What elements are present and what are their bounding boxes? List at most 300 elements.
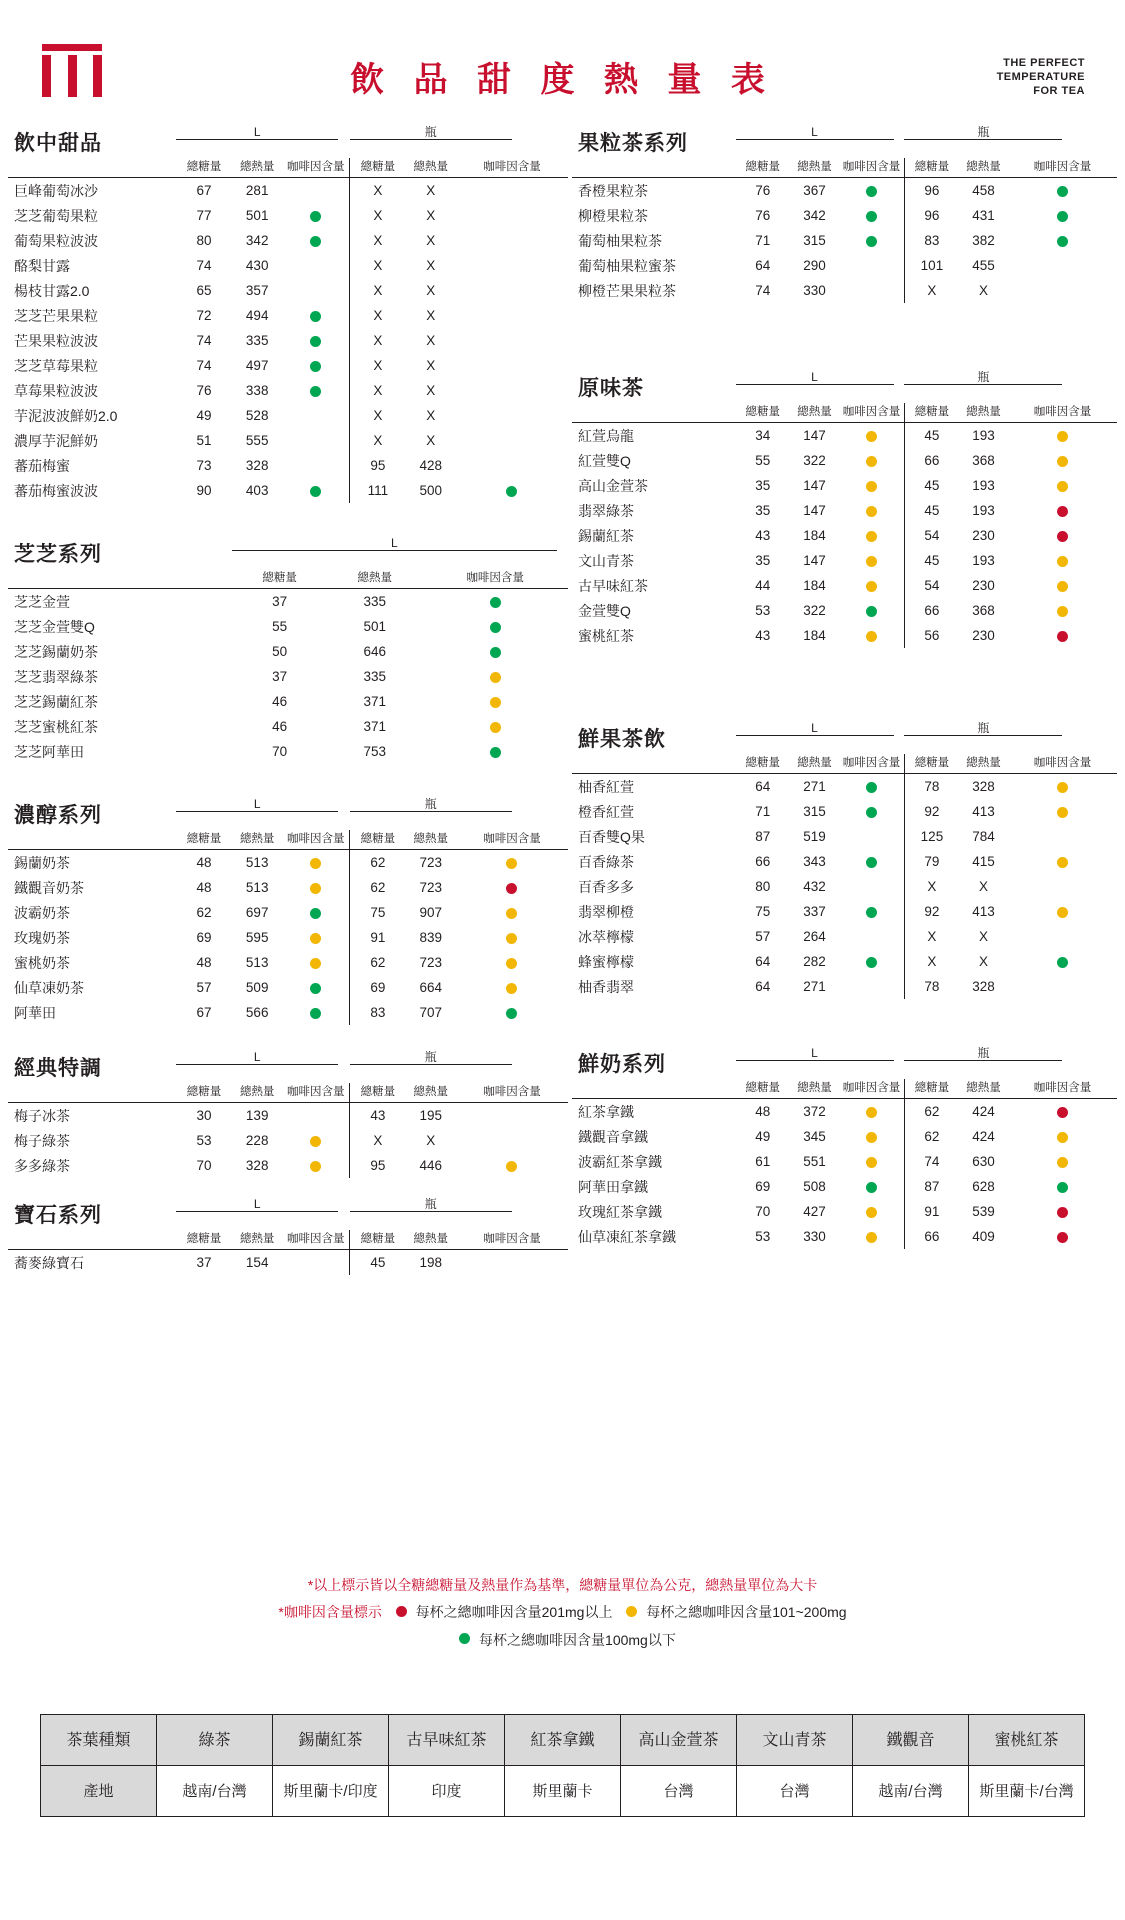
l-sugar: 53 bbox=[755, 1229, 771, 1244]
item-name: 翡翠綠茶 bbox=[578, 502, 634, 519]
section-table bbox=[572, 158, 1117, 303]
bottle-calorie: 415 bbox=[972, 854, 995, 869]
l-sugar: 53 bbox=[196, 1133, 212, 1148]
bottle-sugar: 62 bbox=[904, 1099, 959, 1125]
table-row bbox=[8, 1250, 568, 1276]
l-sugar: 35 bbox=[755, 503, 771, 518]
table-row bbox=[572, 974, 1117, 999]
section-header: 鮮果茶飲 L 瓶 bbox=[572, 714, 1117, 754]
table-row bbox=[8, 900, 568, 925]
table-row bbox=[572, 278, 1117, 303]
bottle-calorie: X bbox=[426, 183, 436, 198]
caffeine-level-dot-icon bbox=[1057, 556, 1068, 567]
bottle-calorie: X bbox=[978, 879, 988, 894]
item-name: 蕃茄梅蜜波波 bbox=[14, 482, 98, 499]
l-caffeine bbox=[839, 178, 904, 204]
table-row bbox=[572, 849, 1117, 874]
bottle-sugar: X bbox=[350, 1128, 406, 1153]
bottle-caffeine bbox=[456, 1103, 568, 1129]
item-name: 葡萄柚果粒茶 bbox=[578, 232, 662, 249]
item-name: 玫瑰紅茶拿鐵 bbox=[578, 1203, 662, 1220]
table-row bbox=[8, 689, 568, 714]
table-row bbox=[572, 774, 1117, 800]
bottle-calorie: 500 bbox=[419, 483, 443, 498]
section-fresh-fruit-tea bbox=[572, 714, 1117, 999]
table-row bbox=[8, 875, 568, 900]
bottle-sugar: 91 bbox=[904, 1199, 959, 1224]
l-sugar: 53 bbox=[755, 603, 771, 618]
caffeine-level-dot-icon bbox=[866, 556, 877, 567]
bottle-caffeine bbox=[456, 478, 568, 503]
section-header: 飲中甜品 L 瓶 bbox=[8, 118, 568, 158]
bottle-caffeine bbox=[1008, 1099, 1117, 1125]
legend-red-dot-icon bbox=[396, 1606, 407, 1617]
bottle-calorie: 428 bbox=[419, 458, 443, 473]
bottle-sugar: X bbox=[904, 924, 959, 949]
l-caffeine bbox=[422, 589, 568, 615]
bottle-caffeine bbox=[1008, 278, 1117, 303]
table-row bbox=[8, 228, 568, 253]
table-row bbox=[8, 328, 568, 353]
bottle-caffeine bbox=[456, 178, 568, 204]
table-row bbox=[8, 850, 568, 876]
caffeine-level-dot-icon bbox=[1057, 1182, 1068, 1193]
table-row bbox=[8, 278, 568, 303]
bottle-sugar: 101 bbox=[904, 253, 959, 278]
caffeine-level-dot-icon bbox=[310, 958, 321, 969]
table-row bbox=[8, 1153, 568, 1178]
origin-cell: 斯里蘭卡/印度 bbox=[273, 1766, 389, 1817]
caffeine-level-dot-icon bbox=[866, 431, 877, 442]
l-sugar: 46 bbox=[272, 719, 288, 734]
bottle-calorie: 198 bbox=[419, 1255, 443, 1270]
right-column bbox=[572, 118, 1117, 1255]
l-sugar: 69 bbox=[755, 1179, 771, 1194]
item-name: 芝芝葡萄果粒 bbox=[14, 207, 98, 224]
section-table bbox=[572, 1079, 1117, 1249]
table-row bbox=[572, 1149, 1117, 1174]
bottle-caffeine bbox=[1008, 1224, 1117, 1249]
l-caffeine bbox=[282, 428, 349, 453]
bottle-calorie: 539 bbox=[972, 1204, 995, 1219]
table-row bbox=[8, 739, 568, 764]
l-caffeine bbox=[282, 975, 349, 1000]
origin-cell: 台灣 bbox=[737, 1766, 853, 1817]
l-calorie: 335 bbox=[245, 333, 269, 348]
l-calorie: 566 bbox=[245, 1005, 269, 1020]
table-row bbox=[8, 453, 568, 478]
tea-type-cell: 紅茶拿鐵 bbox=[505, 1715, 621, 1766]
table-header-row: 總糖量 總熱量 咖啡因含量 總糖量 總熱量 咖啡因含量 bbox=[572, 158, 1117, 178]
caffeine-level-dot-icon bbox=[866, 581, 877, 592]
bottle-caffeine bbox=[1008, 178, 1117, 204]
l-sugar: 62 bbox=[196, 905, 212, 920]
bottle-caffeine bbox=[456, 428, 568, 453]
bottle-sugar: 79 bbox=[904, 849, 959, 874]
l-calorie: 508 bbox=[803, 1179, 826, 1194]
tea-type-cell: 綠茶 bbox=[157, 1715, 273, 1766]
bottle-calorie: X bbox=[426, 233, 436, 248]
caffeine-level-dot-icon bbox=[866, 1182, 877, 1193]
l-sugar: 90 bbox=[196, 483, 212, 498]
bottle-sugar: 69 bbox=[350, 975, 406, 1000]
table-row bbox=[8, 714, 568, 739]
l-caffeine bbox=[282, 178, 349, 204]
l-caffeine bbox=[839, 598, 904, 623]
l-calorie: 342 bbox=[245, 233, 269, 248]
l-caffeine bbox=[282, 1103, 349, 1129]
table-row bbox=[572, 799, 1117, 824]
l-calorie: 328 bbox=[245, 458, 269, 473]
table-header-row: 總糖量 總熱量 咖啡因含量 總糖量 總熱量 咖啡因含量 bbox=[8, 1230, 568, 1250]
caffeine-level-dot-icon bbox=[490, 697, 501, 708]
item-name: 梅子綠茶 bbox=[14, 1132, 70, 1149]
bottle-sugar: 95 bbox=[350, 453, 406, 478]
table-header-row: 總糖量 總熱量 咖啡因含量 總糖量 總熱量 咖啡因含量 bbox=[572, 403, 1117, 423]
l-calorie: 513 bbox=[245, 880, 269, 895]
l-sugar: 72 bbox=[196, 308, 212, 323]
tea-type-cell: 鐵觀音 bbox=[853, 1715, 969, 1766]
l-calorie: 139 bbox=[245, 1108, 269, 1123]
table-row bbox=[572, 253, 1117, 278]
bottle-sugar: X bbox=[350, 203, 406, 228]
item-name: 仙草凍奶茶 bbox=[14, 979, 84, 996]
bottle-sugar: 54 bbox=[904, 523, 959, 548]
table-row bbox=[572, 228, 1117, 253]
table-row bbox=[8, 664, 568, 689]
bottle-calorie: X bbox=[426, 308, 436, 323]
l-calorie: 528 bbox=[245, 408, 269, 423]
table-row bbox=[8, 639, 568, 664]
caffeine-level-dot-icon bbox=[1057, 481, 1068, 492]
slogan-line-2: TEMPERATURE bbox=[996, 71, 1085, 83]
bottle-caffeine bbox=[456, 203, 568, 228]
l-calorie: 551 bbox=[803, 1154, 826, 1169]
l-sugar: 35 bbox=[755, 478, 771, 493]
item-name: 鐵觀音拿鐵 bbox=[578, 1128, 648, 1145]
bottle-caffeine bbox=[1008, 573, 1117, 598]
l-caffeine bbox=[422, 689, 568, 714]
l-caffeine bbox=[839, 278, 904, 303]
l-calorie: 264 bbox=[803, 929, 826, 944]
item-name: 芝芝阿華田 bbox=[14, 743, 84, 760]
l-calorie: 432 bbox=[803, 879, 826, 894]
l-calorie: 357 bbox=[245, 283, 269, 298]
table-row bbox=[572, 423, 1117, 449]
caffeine-level-dot-icon bbox=[1057, 1132, 1068, 1143]
l-sugar: 37 bbox=[196, 1255, 212, 1270]
bottle-caffeine bbox=[1008, 924, 1117, 949]
section-header: 原味茶 L 瓶 bbox=[572, 363, 1117, 403]
l-calorie: 403 bbox=[245, 483, 269, 498]
note-line-2 bbox=[0, 1598, 1125, 1625]
l-calorie: 509 bbox=[245, 980, 269, 995]
l-calorie: 147 bbox=[803, 553, 826, 568]
origin-cell: 印度 bbox=[389, 1766, 505, 1817]
bottle-sugar: X bbox=[904, 874, 959, 899]
l-caffeine bbox=[839, 253, 904, 278]
section-title: 原味茶 bbox=[578, 377, 644, 400]
caffeine-level-dot-icon bbox=[1057, 211, 1068, 222]
l-sugar: 77 bbox=[196, 208, 212, 223]
bottle-caffeine bbox=[456, 975, 568, 1000]
table-row bbox=[572, 598, 1117, 623]
bottle-sugar: 96 bbox=[904, 178, 959, 204]
l-calorie: 330 bbox=[803, 1229, 826, 1244]
l-caffeine bbox=[282, 453, 349, 478]
section-title: 果粒茶系列 bbox=[578, 132, 688, 155]
bottle-caffeine bbox=[456, 403, 568, 428]
table-row bbox=[8, 950, 568, 975]
item-name: 文山青茶 bbox=[578, 552, 634, 569]
caffeine-level-dot-icon bbox=[1057, 807, 1068, 818]
caffeine-level-dot-icon bbox=[1057, 236, 1068, 247]
l-caffeine bbox=[282, 1128, 349, 1153]
bottle-sugar: 66 bbox=[904, 598, 959, 623]
bottle-calorie: X bbox=[426, 208, 436, 223]
caffeine-level-dot-icon bbox=[866, 236, 877, 247]
l-sugar: 64 bbox=[755, 979, 771, 994]
bottle-caffeine bbox=[1008, 548, 1117, 573]
l-caffeine bbox=[839, 949, 904, 974]
bottle-sugar: 78 bbox=[904, 974, 959, 999]
l-calorie: 154 bbox=[245, 1255, 269, 1270]
bottle-sugar: X bbox=[350, 378, 406, 403]
l-caffeine bbox=[839, 1124, 904, 1149]
caffeine-level-dot-icon bbox=[1057, 782, 1068, 793]
bottle-calorie: X bbox=[426, 383, 436, 398]
l-caffeine bbox=[282, 278, 349, 303]
bottle-calorie: 664 bbox=[419, 980, 443, 995]
table-header-row: 總糖量 總熱量 咖啡因含量 總糖量 總熱量 咖啡因含量 bbox=[8, 158, 568, 178]
bottle-sugar: 75 bbox=[350, 900, 406, 925]
l-sugar: 64 bbox=[755, 258, 771, 273]
bottle-calorie: 368 bbox=[972, 603, 995, 618]
table-row bbox=[8, 403, 568, 428]
note-green-text: 每杯之總咖啡因含量100mg以下 bbox=[479, 1631, 676, 1648]
caffeine-level-dot-icon bbox=[506, 883, 517, 894]
section-drink-sweets bbox=[8, 118, 568, 503]
table-row bbox=[572, 448, 1117, 473]
section-title: 飲中甜品 bbox=[14, 132, 102, 155]
legend-green-dot-icon bbox=[459, 1633, 470, 1644]
l-caffeine bbox=[282, 850, 349, 876]
bottle-caffeine bbox=[1008, 774, 1117, 800]
item-name: 香橙果粒茶 bbox=[578, 182, 648, 199]
section-rich-series bbox=[8, 790, 568, 1025]
bottle-caffeine bbox=[1008, 498, 1117, 523]
caffeine-level-dot-icon bbox=[310, 386, 321, 397]
l-sugar: 65 bbox=[196, 283, 212, 298]
l-caffeine bbox=[282, 1153, 349, 1178]
section-header: 濃醇系列 L 瓶 bbox=[8, 790, 568, 830]
item-name: 酪梨甘露 bbox=[14, 257, 70, 274]
l-calorie: 282 bbox=[803, 954, 826, 969]
bottle-calorie: X bbox=[426, 1133, 436, 1148]
l-calorie: 345 bbox=[803, 1129, 826, 1144]
bottle-calorie: 431 bbox=[972, 208, 995, 223]
table-header-row: 總糖量 總熱量 咖啡因含量 bbox=[8, 569, 568, 589]
l-sugar: 37 bbox=[272, 669, 288, 684]
item-name: 波霸奶茶 bbox=[14, 904, 70, 921]
l-calorie: 494 bbox=[245, 308, 269, 323]
table-row bbox=[8, 1128, 568, 1153]
l-calorie: 335 bbox=[363, 669, 387, 684]
section-table bbox=[8, 830, 568, 1025]
bottle-sugar: X bbox=[350, 228, 406, 253]
bottle-calorie: 723 bbox=[419, 855, 443, 870]
l-caffeine bbox=[839, 523, 904, 548]
caffeine-level-dot-icon bbox=[866, 907, 877, 918]
bottle-calorie: 195 bbox=[419, 1108, 443, 1123]
l-caffeine bbox=[839, 623, 904, 648]
bottle-sugar: 45 bbox=[904, 498, 959, 523]
item-name: 波霸紅茶拿鐵 bbox=[578, 1153, 662, 1170]
table-row bbox=[572, 473, 1117, 498]
tea-origin-table bbox=[40, 1714, 1085, 1817]
bottle-calorie: X bbox=[426, 408, 436, 423]
l-sugar: 30 bbox=[196, 1108, 212, 1123]
l-caffeine bbox=[839, 573, 904, 598]
l-sugar: 80 bbox=[755, 879, 771, 894]
bottle-calorie: 382 bbox=[972, 233, 995, 248]
note-line-3 bbox=[0, 1625, 1125, 1652]
l-calorie: 513 bbox=[245, 855, 269, 870]
item-name: 蕎麥綠寶石 bbox=[14, 1254, 84, 1271]
l-sugar: 48 bbox=[196, 880, 212, 895]
bottle-sugar: 56 bbox=[904, 623, 959, 648]
l-sugar: 43 bbox=[755, 628, 771, 643]
l-calorie: 184 bbox=[803, 528, 826, 543]
table-row bbox=[572, 899, 1117, 924]
caffeine-level-dot-icon bbox=[310, 211, 321, 222]
section-gem-series bbox=[8, 1190, 568, 1275]
l-caffeine bbox=[422, 614, 568, 639]
bottle-caffeine bbox=[456, 353, 568, 378]
bottle-caffeine bbox=[1008, 799, 1117, 824]
l-sugar: 48 bbox=[196, 955, 212, 970]
table-row bbox=[8, 378, 568, 403]
tea-type-cell: 錫蘭紅茶 bbox=[273, 1715, 389, 1766]
note-caffeine-label: *咖啡因含量標示 bbox=[278, 1604, 382, 1621]
l-calorie: 753 bbox=[363, 744, 387, 759]
caffeine-level-dot-icon bbox=[866, 1207, 877, 1218]
item-name: 多多綠茶 bbox=[14, 1157, 70, 1174]
origin-cell: 斯里蘭卡/台灣 bbox=[969, 1766, 1085, 1817]
caffeine-level-dot-icon bbox=[310, 336, 321, 347]
l-calorie: 281 bbox=[245, 183, 269, 198]
bottle-calorie: 328 bbox=[972, 979, 995, 994]
l-caffeine bbox=[282, 900, 349, 925]
bottle-caffeine bbox=[456, 1250, 568, 1276]
l-caffeine bbox=[839, 228, 904, 253]
l-sugar: 48 bbox=[755, 1104, 771, 1119]
item-name: 楊枝甘露2.0 bbox=[14, 282, 90, 299]
origin-type-row bbox=[41, 1715, 1085, 1766]
origin-cell: 台灣 bbox=[621, 1766, 737, 1817]
l-sugar: 71 bbox=[755, 233, 771, 248]
l-caffeine bbox=[839, 203, 904, 228]
caffeine-level-dot-icon bbox=[866, 807, 877, 818]
item-name: 紅萱雙Q bbox=[578, 452, 631, 469]
caffeine-level-dot-icon bbox=[1057, 531, 1068, 542]
bottle-sugar: 83 bbox=[904, 228, 959, 253]
section-header: 果粒茶系列 L 瓶 bbox=[572, 118, 1117, 158]
l-caffeine bbox=[282, 1000, 349, 1025]
caffeine-level-dot-icon bbox=[866, 631, 877, 642]
caffeine-level-dot-icon bbox=[1057, 1232, 1068, 1243]
item-name: 柚香翡翠 bbox=[578, 978, 634, 995]
caffeine-level-dot-icon bbox=[866, 506, 877, 517]
l-calorie: 337 bbox=[803, 904, 826, 919]
bottle-caffeine bbox=[1008, 974, 1117, 999]
caffeine-level-dot-icon bbox=[490, 722, 501, 733]
caffeine-level-dot-icon bbox=[506, 908, 517, 919]
l-calorie: 147 bbox=[803, 503, 826, 518]
l-calorie: 646 bbox=[363, 644, 387, 659]
item-name: 玫瑰奶茶 bbox=[14, 929, 70, 946]
bottle-caffeine bbox=[456, 950, 568, 975]
bottle-sugar: X bbox=[350, 328, 406, 353]
l-sugar: 66 bbox=[755, 854, 771, 869]
item-name: 柳橙果粒茶 bbox=[578, 207, 648, 224]
bottle-sugar: X bbox=[350, 403, 406, 428]
l-sugar: 67 bbox=[196, 183, 212, 198]
l-sugar: 71 bbox=[755, 804, 771, 819]
caffeine-level-dot-icon bbox=[490, 597, 501, 608]
l-caffeine bbox=[839, 548, 904, 573]
table-row bbox=[8, 589, 568, 615]
item-name: 濃厚芋泥鮮奶 bbox=[14, 432, 98, 449]
bottle-calorie: X bbox=[426, 358, 436, 373]
bottle-calorie: 193 bbox=[972, 478, 995, 493]
footnotes bbox=[0, 1572, 1125, 1653]
origin-cell: 斯里蘭卡 bbox=[505, 1766, 621, 1817]
caffeine-level-dot-icon bbox=[506, 1161, 517, 1172]
item-name: 柚香紅萱 bbox=[578, 778, 634, 795]
l-calorie: 328 bbox=[245, 1158, 269, 1173]
bottle-calorie: 368 bbox=[972, 453, 995, 468]
bottle-caffeine bbox=[1008, 448, 1117, 473]
caffeine-level-dot-icon bbox=[1057, 456, 1068, 467]
l-caffeine bbox=[839, 1174, 904, 1199]
bottle-sugar: 96 bbox=[904, 203, 959, 228]
table-row bbox=[572, 573, 1117, 598]
l-sugar: 34 bbox=[755, 428, 771, 443]
bottle-caffeine bbox=[1008, 1124, 1117, 1149]
item-name: 百香多多 bbox=[578, 878, 634, 895]
section-header: 芝芝系列 L bbox=[8, 529, 568, 569]
section-title: 經典特調 bbox=[14, 1057, 102, 1080]
item-name: 錫蘭紅茶 bbox=[578, 527, 634, 544]
table-row bbox=[572, 874, 1117, 899]
caffeine-level-dot-icon bbox=[310, 361, 321, 372]
caffeine-level-dot-icon bbox=[310, 858, 321, 869]
bottle-calorie: 784 bbox=[972, 829, 995, 844]
caffeine-level-dot-icon bbox=[490, 622, 501, 633]
item-name: 古早味紅茶 bbox=[578, 577, 648, 594]
l-calorie: 342 bbox=[803, 208, 826, 223]
l-caffeine bbox=[839, 1149, 904, 1174]
bottle-calorie: 723 bbox=[419, 880, 443, 895]
caffeine-level-dot-icon bbox=[866, 1132, 877, 1143]
item-name: 蜜桃奶茶 bbox=[14, 954, 70, 971]
l-sugar: 75 bbox=[755, 904, 771, 919]
l-caffeine bbox=[422, 639, 568, 664]
l-caffeine bbox=[839, 774, 904, 800]
table-row bbox=[572, 1174, 1117, 1199]
bottle-sugar: X bbox=[350, 303, 406, 328]
